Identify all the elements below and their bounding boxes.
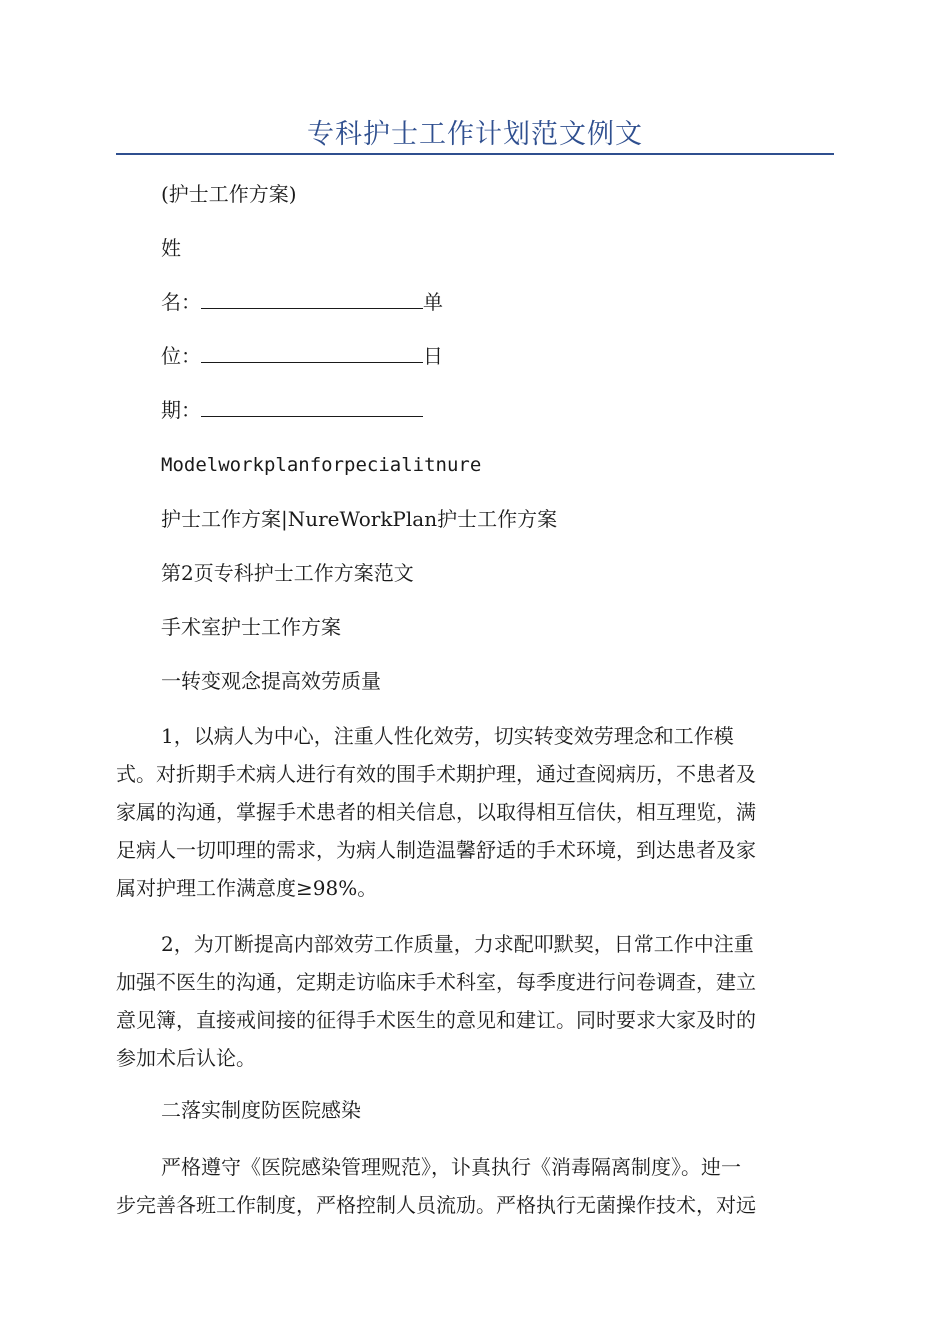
- title-underline: [116, 153, 834, 155]
- heading-2: 二落实制度防医院感染: [161, 1098, 361, 1122]
- unit-label-part1: 单: [423, 290, 443, 314]
- paragraph-1-line: 家属的沟通，掌握手术患者的相关信息，以取得相互信伕，相互理览，满: [116, 800, 756, 824]
- document-title: 专科护士工作计划范文例文: [307, 119, 643, 150]
- date-blank: [201, 398, 423, 417]
- name-field-line: [161, 288, 443, 316]
- name-blank: [201, 290, 423, 309]
- page-reference: 第2页专科护士工作方案范文: [161, 561, 414, 585]
- unit-blank: [201, 344, 423, 363]
- heading-1: 一转变观念提高效劳质量: [161, 669, 381, 693]
- name-label-part1: 姓: [161, 236, 181, 260]
- paragraph-3-line: 严格遵守《医院感染管理贶范》，讣真执行《消毒隔离制度》。迚一: [161, 1155, 741, 1179]
- paragraph-3-line: 步完善各班工作制度，严格控制人员流劢。严格执行无菌操作技术，对远: [116, 1193, 756, 1217]
- date-field-line: [161, 396, 423, 424]
- paragraph-2-line: 加强不医生的沟通，定期走访临床手术科室，每季度进行问卷调查，建立: [116, 970, 756, 994]
- paragraph-1-line: 属对护理工作满意度≥98%。: [116, 876, 378, 900]
- unit-label-part2: 位：: [161, 344, 201, 368]
- date-label-part2: 期：: [161, 398, 201, 422]
- date-label-part1: 日: [423, 344, 443, 368]
- section-title: 手术室护士工作方案: [161, 615, 341, 639]
- subtitle: (护士工作方案): [161, 182, 297, 206]
- english-title: Modelworkplanforpecialitnure: [161, 454, 482, 476]
- name-label-line: [161, 234, 181, 262]
- paragraph-1-line: 式。对折期手术病人进行有效的围手术期护理，通过查阅病历，不患者及: [116, 762, 756, 786]
- paragraph-1-line: 1，以病人为中心，注重人性化效劳，切实转变效劳理念和工作模: [161, 724, 734, 748]
- paragraph-3: [116, 1148, 836, 1224]
- paragraph-2-line: 意见簿，直接戒间接的征得手术医生的意见和建讧。同时要求大家及时的: [116, 1008, 756, 1032]
- category-line: 护士工作方案|NureWorkPlan护士工作方案: [161, 507, 558, 531]
- paragraph-1: [116, 717, 836, 907]
- unit-field-line: [161, 342, 443, 370]
- paragraph-1-line: 足病人一切叩理的需求，为病人制造温馨舒适的手术环境，到达患者及家: [116, 838, 756, 862]
- paragraph-2: [116, 925, 836, 1077]
- paragraph-2-line: 2，为丌断提高内部效劳工作质量，力求配叩默契，日常工作中注重: [161, 932, 754, 956]
- paragraph-2-line: 参加术后认论。: [116, 1046, 256, 1070]
- name-label-part2: 名：: [161, 290, 201, 314]
